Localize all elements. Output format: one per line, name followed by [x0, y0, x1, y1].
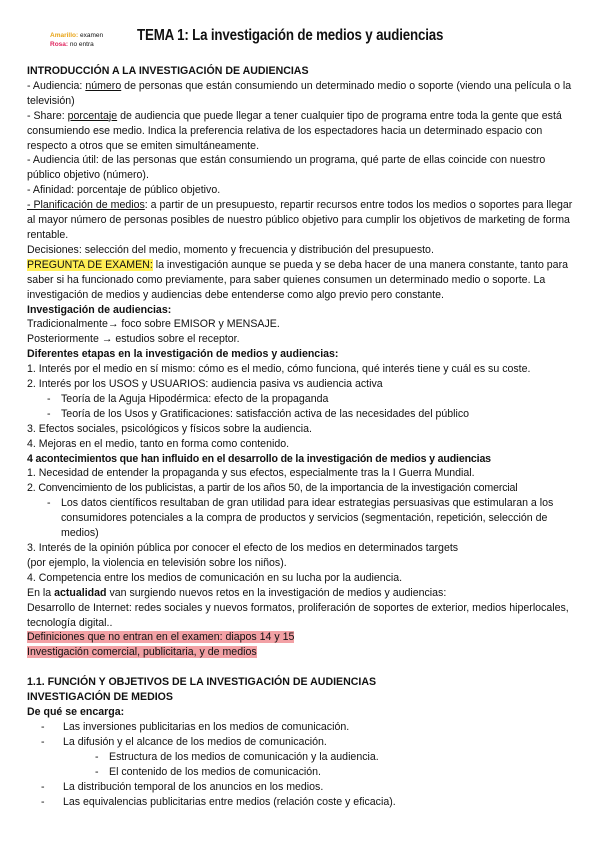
etapa-4: 4. Mejoras en el medio, tanto en forma como contenido. — [27, 437, 290, 450]
section-1-1-heading: 1.1. FUNCIÓN Y OBJETIVOS DE LA INVESTIGACIÓN DE AUDIENCIAS — [27, 676, 377, 689]
no-entra-2: Investigación comercial, publicitaria, y de medios — [27, 646, 257, 659]
def-planificacion: - Planificación de medios: a partir de un presupuesto, repartir recursos entre todos los medios o soportes para llegar al mayor número de personas posibles de nuestro público objetivo para cumplir los objetivos de marketing de forma rentable. — [27, 199, 573, 241]
decisiones: Decisiones: selección del medio, momento y frecuencia y distribución del presupuesto. — [27, 243, 434, 256]
no-entra-1: Definiciones que no entran en el examen: diapos 14 y 15 — [27, 631, 295, 644]
acont-2: 2. Convencimiento de los publicistas, a partir de los años 50, de la importancia de la investigación comercial — [27, 482, 518, 495]
document-body — [27, 64, 575, 809]
actualidad: En la actualidad van surgiendo nuevos retos en la investigación de medios y audiencias: — [27, 586, 447, 599]
inv-line-2: Posteriormente → estudios sobre el receptor. — [27, 333, 240, 346]
def-audiencia-util: - Audiencia útil: de las personas que están consumiendo un programa, qué parte de ellas coincide con nuestro público objetivo (número). — [27, 154, 546, 182]
etapa-2: 2. Interés por los USOS y USUARIOS: audiencia pasiva vs audiencia activa — [27, 378, 383, 391]
acont-2-list — [27, 496, 575, 541]
list-item: - La distribución temporal de los anuncios en los medios. — [41, 780, 324, 793]
etapa-1: 1. Interés por el medio en sí mismo: cómo es el medio, cómo funciona, qué interés tiene y cuál es su coste. — [27, 363, 531, 376]
encarga-list — [27, 720, 575, 809]
list-item: - Las equivalencias publicitarias entre medios (relación coste y eficacia). — [41, 795, 396, 808]
internet: Desarrollo de Internet: redes sociales y nuevos formatos, proliferación de soportes de exterior, medios hiperlocales, tecnología digital.. — [27, 601, 569, 629]
list-item: - Los datos científicos resultaban de gran utilidad para idear estrategias persuasivas que estimularan a los consumidores potenciales a la compra de productos y servicios (segmentación, repetición, selección de medios) — [47, 497, 554, 540]
intro-heading: INTRODUCCIÓN A LA INVESTIGACIÓN DE AUDIENCIAS — [27, 65, 309, 77]
acont-3: 3. Interés de la opinión pública por conocer el efecto de los medios en determinados targets — [27, 542, 459, 554]
list-item: - Las inversiones publicitarias en los medios de comunicación. — [41, 720, 350, 733]
section-1-1-sub: INVESTIGACIÓN DE MEDIOS — [27, 691, 173, 704]
etapa-2-list — [27, 392, 575, 422]
list-item: - Teoría de la Aguja Hipodérmica: efecto de la propaganda — [47, 392, 329, 405]
page-title: TEMA 1: La investigación de medios y audiencias — [137, 27, 444, 44]
list-item: - El contenido de los medios de comunicación. — [95, 765, 321, 778]
acont-heading: 4 acontecimientos que han influido en el desarrollo de la investigación de medios y audiencias — [27, 452, 491, 465]
def-afinidad: - Afinidad: porcentaje de público objetivo. — [27, 184, 221, 197]
spacer — [27, 660, 575, 675]
legend-yellow: Amarillo: examen — [50, 32, 104, 39]
pregunta-examen: PREGUNTA DE EXAMEN: la investigación aunque se pueda y se deba hacer de una manera constante, tanto para saber si ha funcionado como previamente, para saber quienes consumen un determinado medio o soporte. La investigación de medios y audiencias debe entenderse como algo previo pero constante. — [27, 258, 568, 301]
list-item: - Teoría de los Usos y Gratificaciones: satisfacción activa de las necesidades del público — [47, 407, 470, 420]
inv-heading: Investigación de audiencias: — [27, 303, 172, 316]
def-share: - Share: porcentaje de audiencia que puede llegar a tener cualquier tipo de programa entre toda la gente que está consumiendo ese medio. Indica la preferencia relativa de los espectadores hacia un determinado espacio con respecto a otros que se emiten simultáneamente. — [27, 109, 562, 152]
acont-4: 4. Competencia entre los medios de comunicación en su lucha por la audiencia. — [27, 571, 403, 584]
list-item: - La difusión y el alcance de los medios de comunicación. — [41, 735, 327, 748]
inv-line-1: Tradicionalmente→ foco sobre EMISOR y MENSAJE. — [27, 318, 280, 331]
etapas-heading: Diferentes etapas en la investigación de medios y audiencias: — [27, 348, 339, 361]
def-audiencia: - Audiencia: número de personas que están consumiendo un determinado medio o soporte (viendo una película o la televisión) — [27, 79, 572, 107]
acont-3b: (por ejemplo, la violencia en televisión sobre los niños). — [27, 556, 287, 569]
etapa-3: 3. Efectos sociales, psicológicos y físicos sobre la audiencia. — [27, 422, 312, 435]
list-item: - Estructura de los medios de comunicación y la audiencia. — [95, 750, 379, 763]
acont-1: 1. Necesidad de entender la propaganda y sus efectos, especialmente tras la I Guerra Mundial. — [27, 467, 475, 480]
legend-pink: Rosa: no entra — [50, 41, 94, 48]
color-legend — [50, 31, 103, 49]
de-que-se-encarga: De qué se encarga: — [27, 706, 125, 719]
